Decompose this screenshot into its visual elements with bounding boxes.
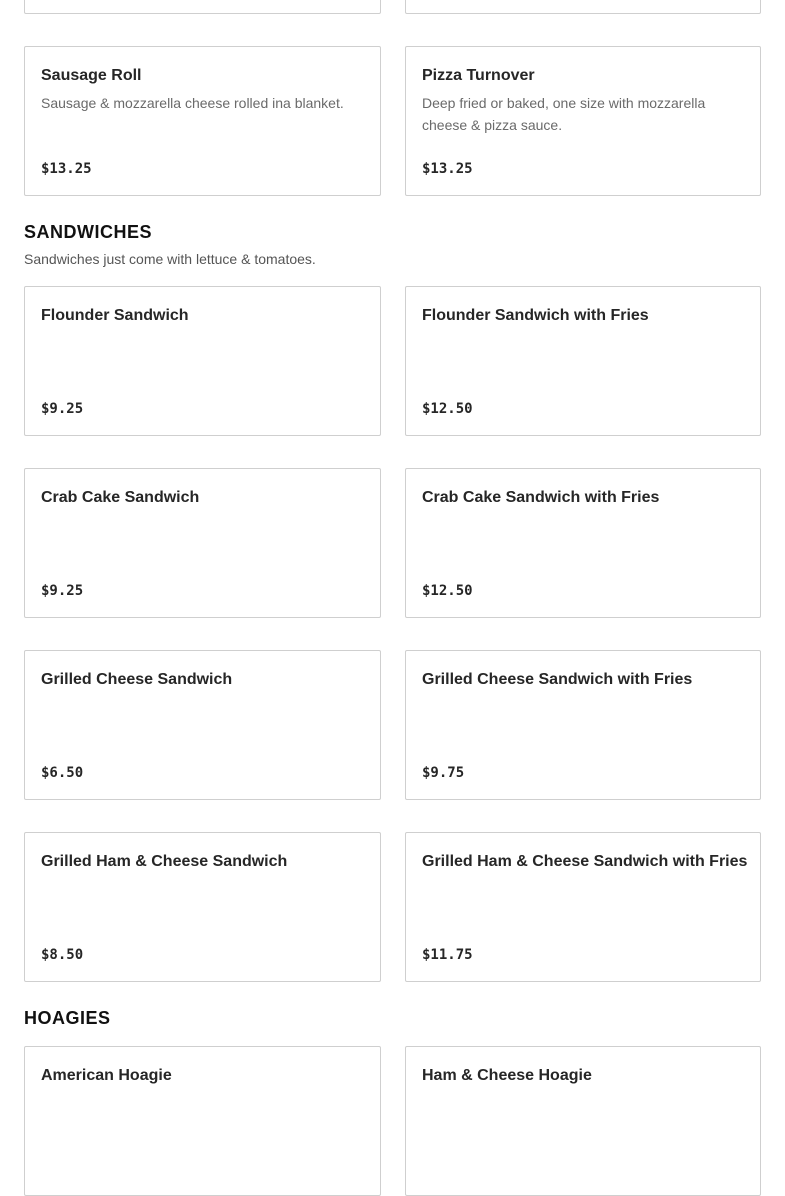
menu-item-card-flounder-sandwich-fries[interactable] (405, 286, 761, 436)
menu-item-name: Sausage Roll (41, 67, 142, 84)
menu-item-price: $8.50 (41, 947, 84, 963)
section-title-hoagies: HOAGIES (24, 1008, 111, 1028)
menu-item-name: Flounder Sandwich (41, 307, 189, 324)
menu-item-price: $12.50 (422, 401, 473, 417)
menu-item-name: Pizza Turnover (422, 67, 535, 84)
menu-item-description: Deep fried or baked, one size with mozzarella cheese & pizza sauce. (422, 95, 706, 133)
menu-item-description: Sausage & mozzarella cheese rolled ina blanket. (41, 95, 344, 111)
menu-item-name: Grilled Ham & Cheese Sandwich with Fries (422, 853, 748, 870)
menu-item-card[interactable] (405, 0, 761, 14)
menu-item-name: Grilled Cheese Sandwich with Fries (422, 671, 693, 688)
menu-item-price: $13.25 (422, 161, 473, 177)
section-title-sandwiches: SANDWICHES (24, 222, 153, 242)
menu-item-card[interactable] (24, 0, 381, 14)
menu-item-card-grilled-ham-cheese-sandwich-fries[interactable] (405, 832, 761, 982)
menu-item-card-ham-cheese-hoagie[interactable] (405, 1046, 761, 1196)
menu-item-price: $11.75 (422, 947, 473, 963)
menu-item-card-crab-cake-sandwich-fries[interactable] (405, 468, 761, 618)
menu-item-name: Ham & Cheese Hoagie (422, 1067, 592, 1084)
menu-item-name: American Hoagie (41, 1067, 172, 1084)
menu-item-price: $13.25 (41, 161, 92, 177)
menu-item-name: Crab Cake Sandwich (41, 489, 200, 506)
section-description-sandwiches: Sandwiches just come with lettuce & tomatoes. (24, 251, 316, 267)
menu-item-price: $9.25 (41, 401, 84, 417)
menu-item-name: Grilled Ham & Cheese Sandwich (41, 853, 288, 870)
menu-item-name: Flounder Sandwich with Fries (422, 307, 649, 324)
menu-item-card-grilled-ham-cheese-sandwich[interactable] (24, 832, 381, 982)
menu-item-card-american-hoagie[interactable] (24, 1046, 381, 1196)
menu-item-price: $12.50 (422, 583, 473, 599)
menu-item-card-sausage-roll[interactable] (24, 46, 381, 196)
menu-item-name: Crab Cake Sandwich with Fries (422, 489, 660, 506)
menu-item-price: $6.50 (41, 765, 84, 781)
menu-item-name: Grilled Cheese Sandwich (41, 671, 233, 688)
menu-item-card-grilled-cheese-sandwich-fries[interactable] (405, 650, 761, 800)
menu-item-card-crab-cake-sandwich[interactable] (24, 468, 381, 618)
menu-item-price: $9.75 (422, 765, 465, 781)
menu-item-price: $9.25 (41, 583, 84, 599)
menu-item-card-grilled-cheese-sandwich[interactable] (24, 650, 381, 800)
menu-item-card-flounder-sandwich[interactable] (24, 286, 381, 436)
menu-item-card-pizza-turnover[interactable] (405, 46, 761, 196)
